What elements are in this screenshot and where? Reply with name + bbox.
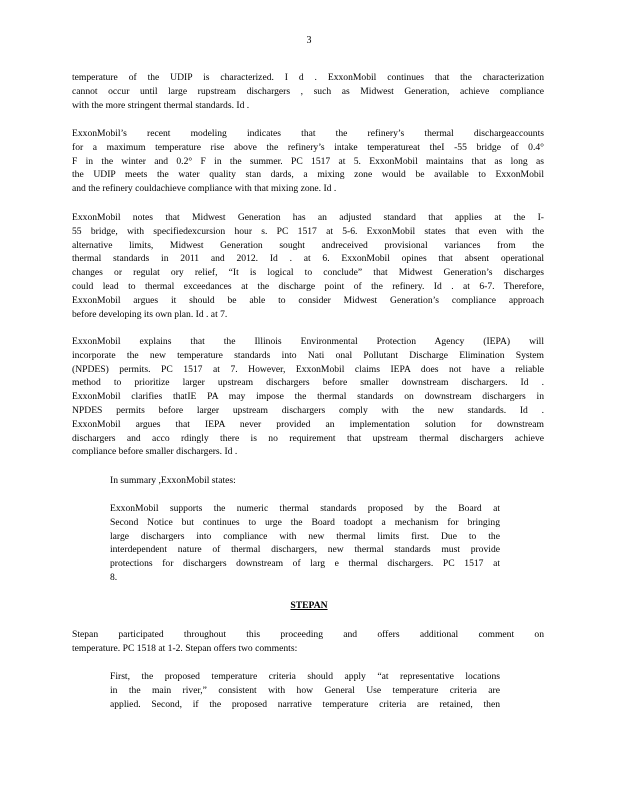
text-line: ExxonMobil notes that Midwest Generation has an adjusted standard that applies at the I- [72, 212, 544, 223]
text-line: the UDIP meets the water quality stan dards, a mixing zone would be available to ExxonMobil [72, 169, 544, 181]
section-heading [0, 600, 618, 611]
text-line: protections for dischargers downstream of larg e thermal dischargers. PC 1517 at [110, 558, 500, 570]
text-line: in the main river,” consistent with how General Use temperature criteria are [110, 684, 500, 696]
page-number: 3 [306, 35, 312, 46]
summary-intro [110, 474, 544, 488]
text-line: Stepan participated throughout this proceeding and offers additional comment on [72, 629, 544, 640]
text-line: (NPDES) permits. PC 1517 at 7. However, ExxonMobil claims IEPA does not have a reliable [72, 363, 544, 375]
text-line: ExxonMobil clarifies thatIE PA may impose the thermal standards on downstream dischargers in [72, 391, 544, 403]
text-line: ExxonMobil supports the numeric thermal standards proposed by the Board at [110, 503, 500, 514]
text-line: compliance before smaller dischargers. Id . [72, 446, 238, 458]
paragraph-3 [72, 211, 544, 321]
text-line: thermal standards in 2011 and 2012. Id . at 6. ExxonMobil opines that absent operational [72, 253, 544, 265]
text-line: could lead to thermal exceedances at the discharge point of the refinery. Id . at 6-7. Therefore, [72, 280, 544, 292]
text-line: First, the proposed temperature criteria should apply “at representative locations [110, 671, 500, 682]
text-line: cannot occur until large rupstream dischargers , such as Midwest Generation, achieve compliance [72, 85, 544, 97]
text-line: ExxonMobil argues that IEPA never provided an implementation solution for downstream [72, 418, 544, 430]
text-line: 55 bridge, with specifiedexcursion hour s. PC 1517 at 5-6. ExxonMobil states that even with the [72, 225, 544, 237]
text-line: F in the winter and 0.2° F in the summer. PC 1517 at 5. ExxonMobil maintains that as long as [72, 155, 544, 167]
text-line: changes or regulat ory relief, “It is logical to conclude” that Midwest Generation’s discharges [72, 267, 544, 279]
text-line: NPDES permits before larger upstream dischargers comply with the new standards. Id . [72, 404, 544, 416]
text-line: 8. [110, 571, 118, 583]
text-line: ExxonMobil explains that the Illinois Environmental Protection Agency (IEPA) will [72, 336, 544, 347]
block-quote-2 [110, 670, 500, 711]
section-heading-text: STEPAN [290, 600, 328, 611]
text-line: and the refinery couldachieve compliance with that mixing zone. Id . [72, 183, 337, 195]
paragraph-2 [72, 127, 544, 196]
text-line: large dischargers into compliance with new thermal limits first. Due to the [110, 530, 500, 542]
text-line: with the more stringent thermal standards. Id . [72, 99, 250, 111]
text-line: incorporate the new temperature standards into Nati onal Pollutant Discharge Elimination System [72, 349, 544, 361]
paragraph-1 [72, 71, 544, 112]
text-line: before developing its own plan. Id . at 7. [72, 308, 228, 320]
text-line: temperature. PC 1518 at 1-2. Stepan offers two comments: [72, 642, 298, 654]
text-line: In summary ,ExxonMobil states: [110, 475, 236, 486]
paragraph-5 [72, 628, 544, 656]
text-line: method to prioritize larger upstream dischargers before smaller downstream dischargers. Id . [72, 377, 544, 389]
text-line: for a maximum temperature rise above the refinery’s intake temperatureat theI -55 bridge of 0.4° [72, 141, 544, 153]
text-line: ExxonMobil argues it should be able to consider Midwest Generation’s compliance approach [72, 294, 544, 306]
paragraph-4 [72, 335, 544, 459]
text-line: interdependent nature of thermal dischargers, new thermal standards must provide [110, 544, 500, 556]
block-quote-1 [110, 502, 500, 585]
text-line: ExxonMobil’s recent modeling indicates that the refinery’s thermal dischargeaccounts [72, 128, 544, 139]
text-line: alternative limits, Midwest Generation sought andreceived provisional variances from the [72, 239, 544, 251]
text-line: dischargers and acco rdingly there is no requirement that upstream thermal dischargers achieve [72, 432, 544, 444]
text-line: Second Notice but continues to urge the Board toadopt a mechanism for bringing [110, 516, 500, 528]
text-line: applied. Second, if the proposed narrative temperature criteria are retained, then [110, 698, 500, 710]
text-line: temperature of the UDIP is characterized. I d . ExxonMobil continues that the characterization [72, 72, 544, 83]
